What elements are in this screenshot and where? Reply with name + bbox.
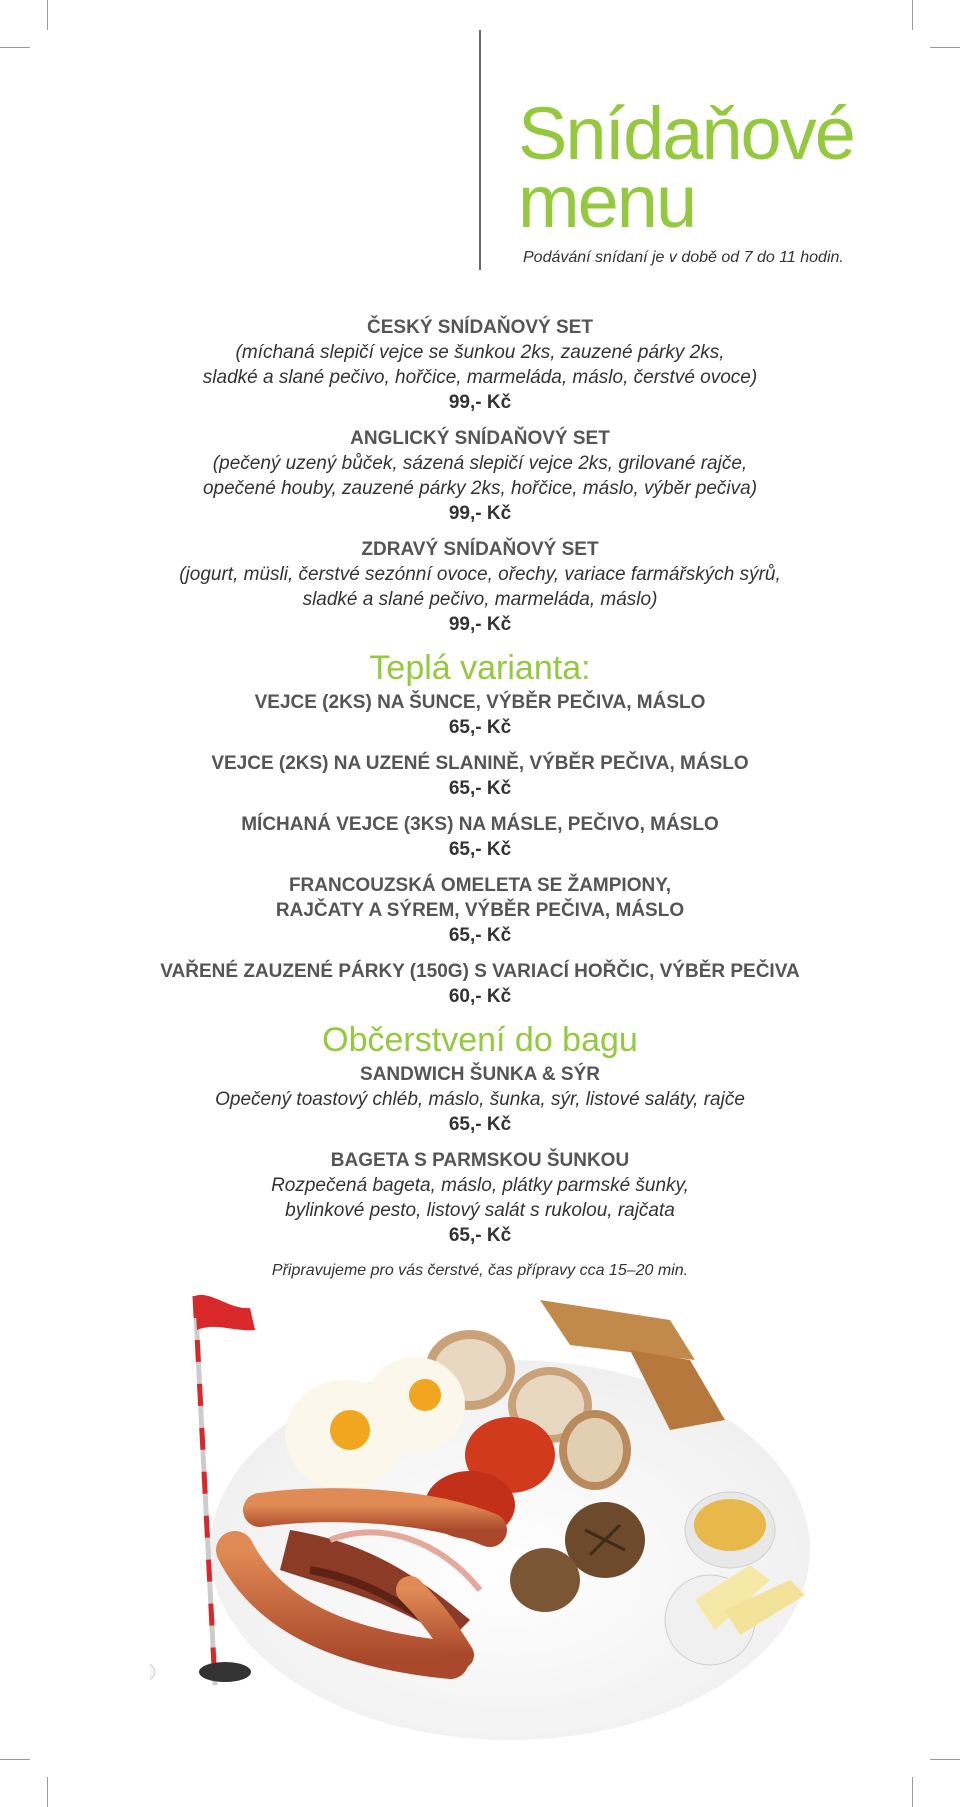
item-name: MÍCHANÁ VEJCE (3KS) NA MÁSLE, PEČIVO, MÁSLO xyxy=(241,814,719,835)
item-name: ČESKÝ SNÍDAŇOVÝ SET xyxy=(367,317,593,338)
item-name: ZDRAVÝ SNÍDAŇOVÝ SET xyxy=(361,539,599,560)
golf-ball-icon xyxy=(150,1664,155,1680)
menu-item xyxy=(0,690,960,740)
serving-hours: Podávání snídaní je v době od 7 do 11 hodin. xyxy=(523,249,844,266)
crop-mark xyxy=(0,47,30,48)
crop-mark xyxy=(912,1777,913,1807)
menu-item xyxy=(0,315,960,415)
item-name: ANGLICKÝ SNÍDAŇOVÝ SET xyxy=(350,428,610,449)
menu xyxy=(0,315,960,1280)
menu-item xyxy=(0,537,960,637)
item-description: sladké a slané pečivo, marmeláda, máslo) xyxy=(302,589,658,610)
menu-item xyxy=(0,1148,960,1248)
crop-mark xyxy=(0,1759,30,1760)
item-price: 99,- Kč xyxy=(448,392,512,413)
title-line-2: menu xyxy=(518,160,696,243)
crop-mark xyxy=(930,1759,960,1760)
item-price: 65,- Kč xyxy=(448,1225,512,1246)
item-description: Rozpečená bageta, máslo, plátky parmské šunky, xyxy=(271,1175,689,1196)
item-description: (jogurt, müsli, čerstvé sezónní ovoce, ořechy, variace farmářských sýrů, xyxy=(179,564,781,585)
section-title-warm: Teplá varianta: xyxy=(369,649,591,687)
item-name: SANDWICH ŠUNKA & SÝR xyxy=(360,1064,600,1085)
item-price: 99,- Kč xyxy=(448,614,512,635)
item-name: VEJCE (2KS) NA UZENÉ SLANINĚ, VÝBĚR PEČIVA, MÁSLO xyxy=(211,753,749,774)
menu-item xyxy=(0,1062,960,1137)
breakfast-photo xyxy=(150,1290,830,1750)
section-title-snacks: Občerstvení do bagu xyxy=(322,1021,638,1059)
item-description: opečené houby, zauzené párky 2ks, hořčice, máslo, výběr pečiva) xyxy=(202,478,758,499)
item-name: FRANCOUZSKÁ OMELETA SE ŽAMPIONY, xyxy=(288,875,672,896)
item-name: BAGETA S PARMSKOU ŠUNKOU xyxy=(330,1150,630,1171)
item-name: VAŘENÉ ZAUZENÉ PÁRKY (150G) S VARIACÍ HOŘČIC, VÝBĚR PEČIVA xyxy=(160,961,800,982)
item-description: Opečený toastový chléb, máslo, šunka, sýr, listové saláty, rajče xyxy=(215,1089,745,1110)
menu-item xyxy=(0,812,960,862)
item-price: 65,- Kč xyxy=(448,925,512,946)
item-description: (míchaná slepičí vejce se šunkou 2ks, zauzené párky 2ks, xyxy=(235,342,725,363)
item-price: 60,- Kč xyxy=(448,986,512,1007)
item-description: sladké a slané pečivo, hořčice, marmeláda, máslo, čerstvé ovoce) xyxy=(202,367,758,388)
item-price: 99,- Kč xyxy=(448,503,512,524)
item-name: RAJČATY A SÝREM, VÝBĚR PEČIVA, MÁSLO xyxy=(275,900,685,921)
item-name: VEJCE (2KS) NA ŠUNCE, VÝBĚR PEČIVA, MÁSLO xyxy=(254,692,706,713)
item-price: 65,- Kč xyxy=(448,839,512,860)
menu-item xyxy=(0,751,960,801)
item-price: 65,- Kč xyxy=(448,778,512,799)
preparation-note: Připravujeme pro vás čerstvé, čas přípravy cca 15–20 min. xyxy=(271,1262,689,1279)
item-price: 65,- Kč xyxy=(448,717,512,738)
page-title xyxy=(518,92,854,243)
item-price: 65,- Kč xyxy=(448,1114,512,1135)
title-line-1: Snídaňové xyxy=(518,92,854,175)
crop-mark xyxy=(930,47,960,48)
item-description: bylinkové pesto, listový salát s rukolou, rajčata xyxy=(285,1200,675,1221)
item-description: (pečený uzený bůček, sázená slepičí vejce 2ks, grilované rajče, xyxy=(212,453,748,474)
crop-mark xyxy=(47,0,48,30)
menu-item xyxy=(0,959,960,1009)
header-divider xyxy=(479,30,481,270)
menu-item xyxy=(0,426,960,526)
crop-mark xyxy=(912,0,913,30)
menu-item xyxy=(0,873,960,948)
crop-mark xyxy=(47,1777,48,1807)
